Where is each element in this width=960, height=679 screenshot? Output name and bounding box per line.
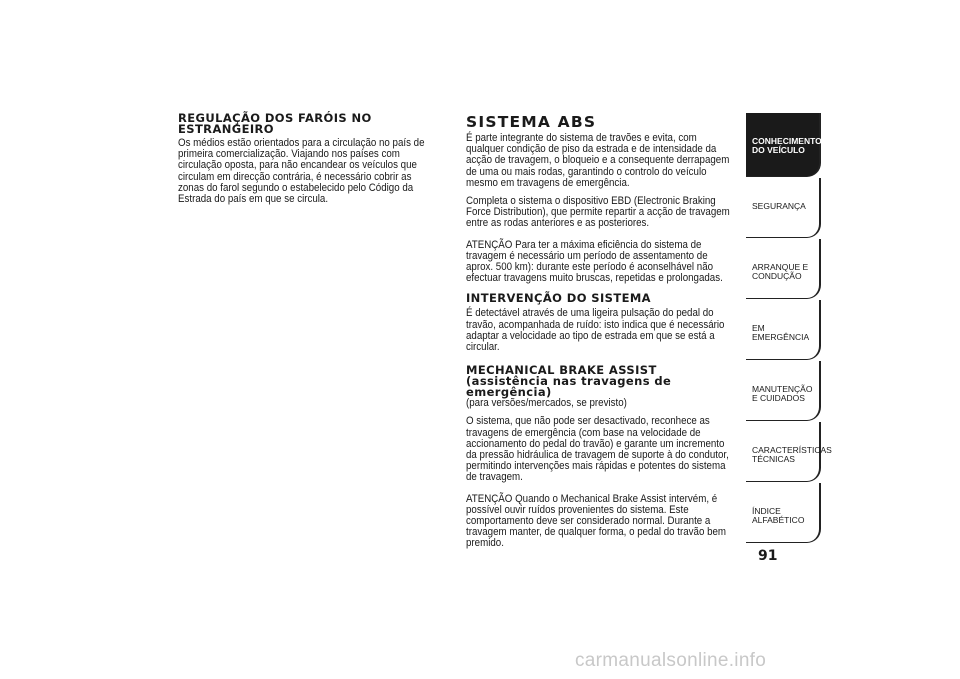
section-heading-intervention: INTERVENÇÃO DO SISTEMA	[466, 291, 651, 306]
paragraph-abs-2: Completa o sistema o dispositivo EBD (Electronic Braking Force Distribution), que permite repartir a acção de travagem entre as rodas anteriores e as posteriores.	[466, 195, 730, 230]
paragraph-brake-assist-warning: ATENÇÃO Quando o Mechanical Brake Assist intervém, é possível ouvir ruídos provenientes do sistema. Este comportamento deve ser considerado normal. Durante a travagem manter, de qualquer forma, o pedal do travão bem premido.	[466, 492, 727, 550]
paragraph-brake-assist-note: (para versões/mercados, se previsto)	[466, 397, 627, 410]
paragraph-intervention: É detectável através de uma ligeira pulsação do pedal do travão, acompanhada de ruído: isto indica que é necessário adaptar a velocidade ao tipo de estrada em que se está a circular.	[466, 307, 725, 354]
paragraph-abs-warning: ATENÇÃO Para ter a máxima eficiência do sistema de travagem é necessário um período de assentamento de aprox. 500 km): durante este período é aconselhável não efectuar travagens muito bruscas, repetidas e prolongadas.	[466, 238, 723, 285]
tab-label: CARACTERÍSTICAS TÉCNICAS	[752, 445, 832, 464]
tab-vehicle-knowledge[interactable]	[746, 113, 821, 177]
watermark: carmanualsonline.info	[575, 650, 767, 671]
section-subheading-brake-assist: (assistência nas travagens de emergência)	[466, 374, 672, 400]
paragraph-abs-1: É parte integrante do sistema de travões e evita, com qualquer condição de piso da estrada e de intensidade da acção de travagem, o bloqueio e a consequente derrapagem de uma ou mais rodas, garantindo o controlo do veículo mesmo em travagens de emergência.	[466, 132, 730, 189]
tab-label: MANUTENÇÃO E CUIDADOS	[752, 384, 813, 403]
tab-label: EM EMERGÊNCIA	[752, 323, 810, 342]
tab-label: SEGURANÇA	[752, 201, 806, 211]
tab-label: CONHECIMENTO DO VEÍCULO	[752, 136, 822, 155]
section-heading-brake-assist: MECHANICAL BRAKE ASSIST	[466, 363, 657, 378]
tab-maintenance[interactable]	[746, 361, 821, 421]
section-heading-headlamp: REGULAÇÃO DOS FARÓIS NO ESTRANGEIRO	[178, 111, 372, 136]
tab-safety[interactable]	[746, 178, 821, 238]
page-number: 91	[758, 548, 778, 564]
tab-starting-driving[interactable]	[746, 239, 821, 299]
main-column	[466, 113, 738, 550]
left-column	[178, 113, 440, 205]
tab-emergency[interactable]	[746, 300, 821, 360]
tab-specifications[interactable]	[746, 422, 832, 482]
chapter-sidebar	[746, 113, 832, 544]
page-title: SISTEMA ABS	[466, 113, 597, 131]
tab-index[interactable]	[746, 483, 821, 543]
paragraph-headlamp: Os médios estão orientados para a circulação no país de primeira comercialização. Viajando nos países com circulação oposta, para não encandear os veículos que circulam em direcção contrária, é necessário cobrir as zonas do farol segundo o estabelecido pelo Código da Estrada do país em que se circula.	[178, 137, 425, 206]
tab-label: ARRANQUE E CONDUÇÃO	[752, 262, 809, 281]
tab-label: ÍNDICE ALFABÉTICO	[752, 506, 805, 525]
paragraph-brake-assist-1: O sistema, que não pode ser desactivado, reconhece as travagens de emergência (com base na velocidade de accionamento do pedal do travão) e garante um incremento da pressão hidráulica de travagem de suporte à do condutor, permitindo intervenções mais rápidas e potentes do sistema de travagem.	[466, 415, 729, 484]
